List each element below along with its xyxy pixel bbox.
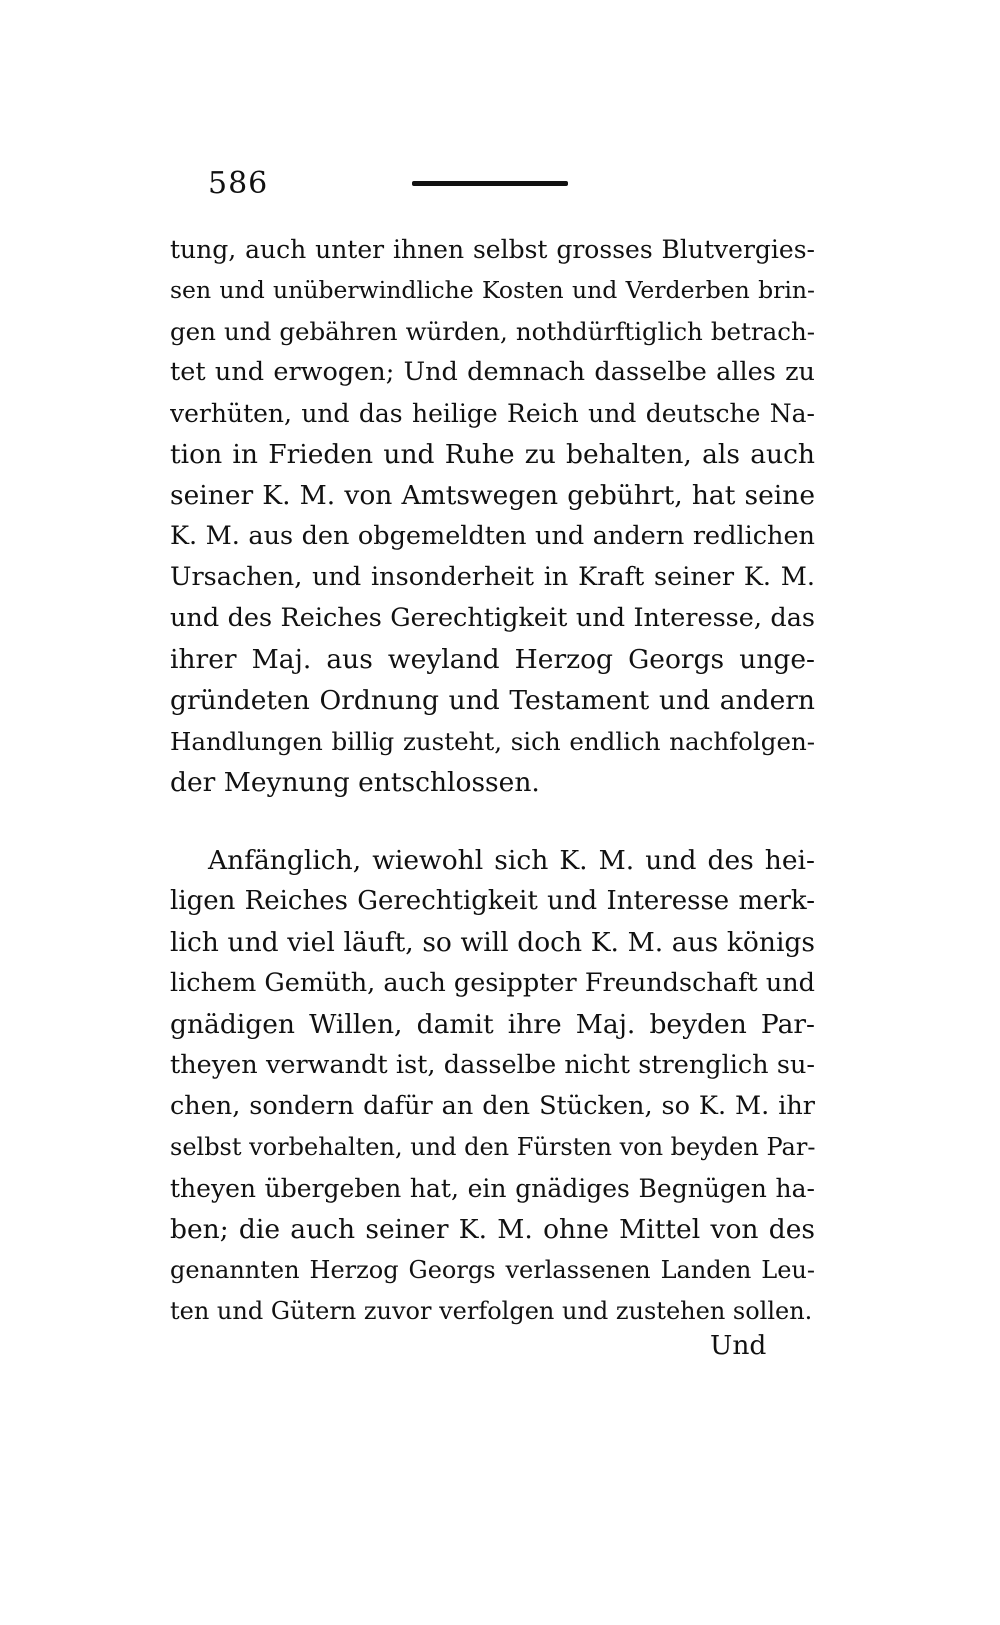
- text-line: und des Reiches Gerechtigkeit und Interesse, das: [170, 603, 815, 633]
- text-line: chen, sondern dafür an den Stücken, so K. M. ihr: [170, 1091, 815, 1121]
- text-line: seiner K. M. von Amtswegen gebührt, hat seine: [170, 480, 815, 511]
- text-line: der Meynung entschlossen.: [170, 767, 540, 798]
- text-line: sen und unüberwindliche Kosten und Verderben brin-: [170, 276, 815, 304]
- paragraph-1: [170, 229, 815, 803]
- text-line: theyen übergeben hat, ein gnädiges Begnügen ha-: [170, 1174, 815, 1203]
- catchword: Und: [710, 1330, 767, 1361]
- page-number: 586: [208, 166, 269, 201]
- text-line: tet und erwogen; Und demnach dasselbe alles zu: [170, 357, 815, 387]
- text-line: ligen Reiches Gerechtigkeit und Interesse merk-: [170, 886, 815, 916]
- paragraph-2: [170, 840, 815, 1332]
- text-line: ten und Gütern zuvor verfolgen und zustehen sollen.: [170, 1297, 813, 1325]
- text-line: tung, auch unter ihnen selbst grosses Blutvergies-: [170, 235, 815, 264]
- text-line: Anfänglich, wiewohl sich K. M. und des hei-: [208, 845, 815, 876]
- text-line: Ursachen, und insonderheit in Kraft seiner K. M.: [170, 562, 815, 592]
- text-line: lichem Gemüth, auch gesippter Freundschaft und: [170, 968, 815, 998]
- text-line: ihrer Maj. aus weyland Herzog Georgs unge-: [170, 644, 815, 675]
- text-line: ben; die auch seiner K. M. ohne Mittel von des: [170, 1214, 815, 1245]
- text-line: gnädigen Willen, damit ihre Maj. beyden Par-: [170, 1009, 815, 1040]
- text-line: tion in Frieden und Ruhe zu behalten, als auch: [170, 439, 815, 470]
- text-line: gründeten Ordnung und Testament und andern: [170, 685, 815, 716]
- text-line: lich und viel läuft, so will doch K. M. aus königs: [170, 927, 815, 958]
- text-line: gen und gebähren würden, nothdürftiglich betrach-: [170, 317, 815, 346]
- text-line: selbst vorbehalten, und den Fürsten von beyden Par-: [170, 1133, 815, 1161]
- text-line: verhüten, und das heilige Reich und deutsche Na-: [170, 399, 815, 428]
- text-line: K. M. aus den obgemeldten und andern redlichen: [170, 521, 815, 551]
- header-rule: [412, 181, 568, 186]
- text-line: Handlungen billig zusteht, sich endlich nachfolgen-: [170, 727, 815, 756]
- text-line: theyen verwandt ist, dasselbe nicht strenglich su-: [170, 1050, 815, 1080]
- text-line: genannten Herzog Georgs verlassenen Landen Leu-: [170, 1256, 815, 1284]
